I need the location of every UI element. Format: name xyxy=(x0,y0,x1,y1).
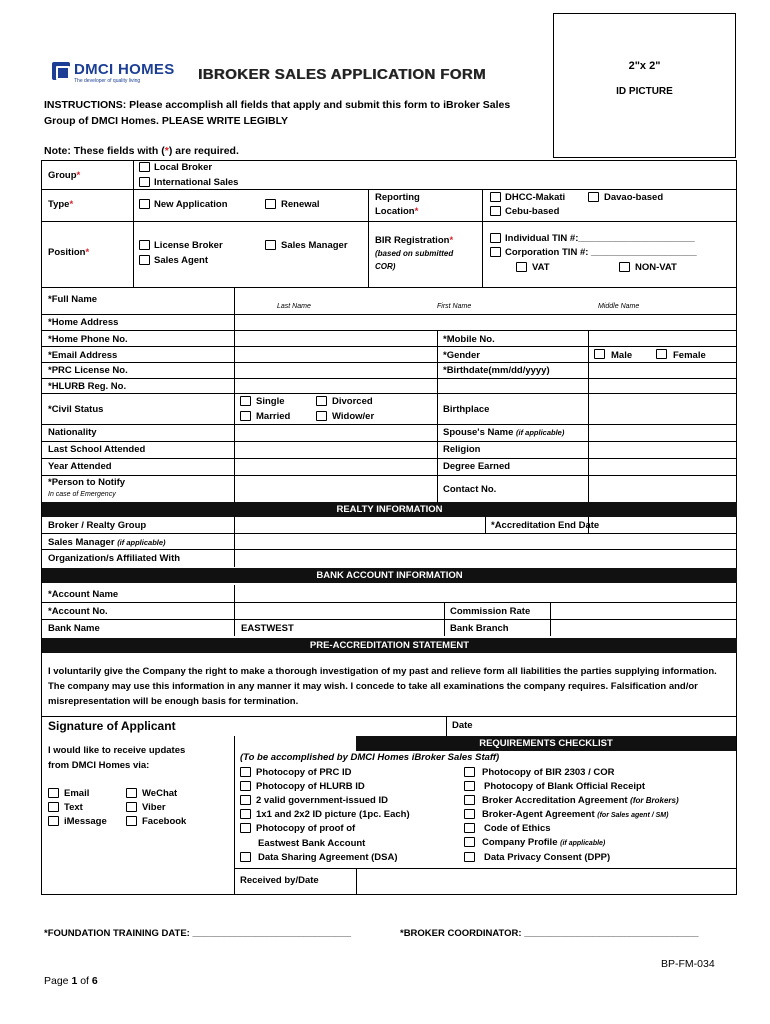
facebook-label: Facebook xyxy=(142,816,187,827)
cebu-based-label: Cebu-based xyxy=(505,206,560,217)
req-prc-id-label: Photocopy of PRC ID xyxy=(256,767,352,778)
text-checkbox[interactable] xyxy=(48,802,59,812)
req-agent-agreement-checkbox[interactable] xyxy=(464,809,475,819)
wechat-label: WeChat xyxy=(142,788,178,799)
married-label: Married xyxy=(256,411,291,422)
civil-status-label: *Civil Status xyxy=(48,404,104,415)
requirements-band: REQUIREMENTS CHECKLIST xyxy=(356,736,736,751)
religion-label: Religion xyxy=(443,444,481,455)
single-label: Single xyxy=(256,396,285,407)
logo-text: DMCI HOMES xyxy=(74,61,175,78)
vat-checkbox[interactable] xyxy=(516,262,527,272)
page-indicator: Page 1 of 6 xyxy=(44,975,98,987)
wechat-checkbox[interactable] xyxy=(126,788,137,798)
req-receipt-checkbox[interactable] xyxy=(464,781,475,791)
signature-label: Signature of Applicant xyxy=(48,719,176,733)
note-prefix: Note: These fields with ( xyxy=(44,145,165,157)
updates-label-2: from DMCI Homes via: xyxy=(48,760,150,771)
req-gov-id-label: 2 valid government-issued ID xyxy=(256,795,388,806)
statement-text: I voluntarily give the Company the right to make a thorough investigation of my past and relieve form all liabilities the parties supplying information. The company may use this information in any manner it may wish. I concede to take all examinations the company requires. Falsification and/or misrepresentation will be enough basis for termination. xyxy=(48,666,717,707)
last-school-label: Last School Attended xyxy=(48,444,146,455)
new-application-label: New Application xyxy=(154,199,228,210)
female-label: Female xyxy=(673,350,706,361)
group-label: Group* xyxy=(48,170,81,181)
international-sales-label: International Sales xyxy=(154,177,239,188)
note-star: * xyxy=(164,145,169,157)
note-suffix: ) are required. xyxy=(168,145,239,157)
commission-rate-label: Commission Rate xyxy=(450,606,531,617)
local-broker-checkbox[interactable] xyxy=(139,162,150,172)
updates-label-1: I would like to receive updates xyxy=(48,745,186,756)
grid-line xyxy=(41,160,737,161)
email-checkbox[interactable] xyxy=(48,788,59,798)
notify-label: *Person to Notify xyxy=(48,477,126,488)
non-vat-checkbox[interactable] xyxy=(619,262,630,272)
last-name-label: Last Name xyxy=(277,303,311,310)
bir-sub2: COR) xyxy=(375,262,396,271)
email-label: *Email Address xyxy=(48,350,118,361)
widow-label: Widow/er xyxy=(332,411,375,422)
dhcc-makati-label: DHCC-Makati xyxy=(505,192,566,203)
required-note xyxy=(44,145,239,157)
home-address-label: *Home Address xyxy=(48,317,119,328)
account-name-label: *Account Name xyxy=(48,589,119,600)
sales-manager-field-label: Sales Manager (if applicable) xyxy=(48,537,166,548)
male-checkbox[interactable] xyxy=(594,349,605,359)
facebook-checkbox[interactable] xyxy=(126,816,137,826)
bank-band: BANK ACCOUNT INFORMATION xyxy=(42,568,737,583)
hlurb-label: *HLURB Reg. No. xyxy=(48,381,127,392)
date-label: Date xyxy=(452,720,473,731)
imessage-label: iMessage xyxy=(64,816,107,827)
vat-label: VAT xyxy=(532,262,550,273)
req-broker-agreement-checkbox[interactable] xyxy=(464,795,475,805)
req-prc-id-checkbox[interactable] xyxy=(240,767,251,777)
type-label: Type* xyxy=(48,199,74,210)
davao-based-label: Davao-based xyxy=(604,192,664,203)
license-broker-label: License Broker xyxy=(154,240,223,251)
req-dpp-checkbox[interactable] xyxy=(464,852,475,862)
req-receipt-label: Photocopy of Blank Official Receipt xyxy=(484,781,645,792)
married-checkbox[interactable] xyxy=(240,411,251,421)
renewal-checkbox[interactable] xyxy=(265,199,276,209)
company-logo xyxy=(50,60,180,90)
realty-band: REALTY INFORMATION xyxy=(42,502,737,517)
req-ethics-checkbox[interactable] xyxy=(464,823,475,833)
middle-name-label: Middle Name xyxy=(598,303,640,310)
bir-label: BIR Registration* xyxy=(375,235,454,246)
statement-band: PRE-ACCREDITATION STATEMENT xyxy=(42,638,737,653)
req-hlurb-id-checkbox[interactable] xyxy=(240,781,251,791)
nationality-label: Nationality xyxy=(48,427,97,438)
req-gov-id-checkbox[interactable] xyxy=(240,795,251,805)
requirements-subtitle: (To be accomplished by DMCI Homes iBroker Sales Staff) xyxy=(240,752,500,763)
req-profile-checkbox[interactable] xyxy=(464,837,475,847)
corporation-tin-checkbox[interactable] xyxy=(490,247,501,257)
year-attended-label: Year Attended xyxy=(48,461,112,472)
individual-tin-checkbox[interactable] xyxy=(490,233,501,243)
foundation-training-field[interactable]: *FOUNDATION TRAINING DATE: ______________________________ xyxy=(44,928,351,939)
account-no-label: *Account No. xyxy=(48,606,108,617)
sales-manager-checkbox[interactable] xyxy=(265,240,276,250)
dhcc-makati-checkbox[interactable] xyxy=(490,192,501,202)
req-bir-checkbox[interactable] xyxy=(464,767,475,777)
degree-label: Degree Earned xyxy=(443,461,511,472)
female-checkbox[interactable] xyxy=(656,349,667,359)
local-broker-label: Local Broker xyxy=(154,162,213,173)
id-picture-box[interactable] xyxy=(553,13,736,158)
sales-agent-label: Sales Agent xyxy=(154,255,209,266)
mobile-label: *Mobile No. xyxy=(443,334,495,345)
grid-line xyxy=(41,894,737,895)
first-name-label: First Name xyxy=(437,303,472,310)
grid-line xyxy=(736,160,737,895)
spouse-label: Spouse's Name (if applicable) xyxy=(443,427,565,438)
birthplace-label: Birthplace xyxy=(443,404,490,415)
corporation-tin-field[interactable]: Corporation TIN #: ____________________ xyxy=(505,247,697,258)
imessage-checkbox[interactable] xyxy=(48,816,59,826)
sales-manager-label: Sales Manager xyxy=(281,240,348,251)
reporting-label: Reporting xyxy=(375,192,420,203)
home-phone-label: *Home Phone No. xyxy=(48,334,128,345)
form-title: IBROKER SALES APPLICATION FORM xyxy=(198,66,486,83)
req-dpp-label: Data Privacy Consent (DPP) xyxy=(484,852,611,863)
req-agent-agreement-label: Broker-Agent Agreement (for Sales agent / SM) xyxy=(482,809,669,820)
sales-agent-checkbox[interactable] xyxy=(139,255,150,265)
new-application-checkbox[interactable] xyxy=(139,199,150,209)
male-label: Male xyxy=(611,350,633,361)
instructions: INSTRUCTIONS: Please accomplish all fields that apply and submit this form to iBroker Sales Group of DMCI Homes. PLEASE WRITE LEGIBLY xyxy=(44,99,511,127)
single-checkbox[interactable] xyxy=(240,396,251,406)
organizations-label: Organization/s Affiliated With xyxy=(48,553,181,564)
bank-name-value: EASTWEST xyxy=(241,623,294,634)
req-ethics-label: Code of Ethics xyxy=(484,823,551,834)
divorced-label: Divorced xyxy=(332,396,373,407)
req-eastwest-label: Eastwest Bank Account xyxy=(258,838,366,849)
email-option-label: Email xyxy=(64,788,90,799)
received-by-label: Received by/Date xyxy=(240,875,319,886)
photo-size-label: 2"x 2" xyxy=(628,60,661,72)
req-proof-label: Photocopy of proof of xyxy=(256,823,356,834)
license-broker-checkbox[interactable] xyxy=(139,240,150,250)
viber-label: Viber xyxy=(142,802,166,813)
req-id-picture-checkbox[interactable] xyxy=(240,809,251,819)
req-id-picture-label: 1x1 and 2x2 ID picture (1pc. Each) xyxy=(256,809,410,820)
logo-tagline: The developer of quality living xyxy=(74,78,141,84)
req-broker-agreement-label: Broker Accreditation Agreement (for Brokers) xyxy=(482,795,679,806)
davao-based-checkbox[interactable] xyxy=(588,192,599,202)
req-dsa-checkbox[interactable] xyxy=(240,852,251,862)
bank-name-label: Bank Name xyxy=(48,623,100,634)
position-label: Position* xyxy=(48,247,90,258)
prc-license-label: *PRC License No. xyxy=(48,365,128,376)
full-name-label: *Full Name xyxy=(48,294,98,305)
req-dsa-label: Data Sharing Agreement (DSA) xyxy=(258,852,398,863)
birthdate-label: *Birthdate(mm/dd/yyyy) xyxy=(443,365,550,376)
renewal-label: Renewal xyxy=(281,199,320,210)
emergency-label: In case of Emergency xyxy=(48,491,116,498)
text-option-label: Text xyxy=(64,802,83,813)
divorced-checkbox[interactable] xyxy=(316,396,327,406)
req-profile-label: Company Profile (if applicable) xyxy=(482,837,606,848)
req-bir-label: Photocopy of BIR 2303 / COR xyxy=(482,767,615,778)
location-label: Location* xyxy=(375,206,419,217)
req-hlurb-id-label: Photocopy of HLURB ID xyxy=(256,781,365,792)
bir-sub1: (based on submitted xyxy=(375,249,454,258)
broker-coordinator-field[interactable]: *BROKER COORDINATOR: _________________________________ xyxy=(400,928,699,939)
photo-label: ID PICTURE xyxy=(616,86,673,97)
bank-branch-label: Bank Branch xyxy=(450,623,509,634)
form-code: BP-FM-034 xyxy=(661,958,715,970)
cebu-based-checkbox[interactable] xyxy=(490,206,501,216)
gender-label: *Gender xyxy=(443,350,480,361)
contact-label: Contact No. xyxy=(443,484,497,495)
logo-mark-icon xyxy=(52,62,70,80)
grid-line xyxy=(41,160,42,895)
req-proof-checkbox[interactable] xyxy=(240,823,251,833)
widow-checkbox[interactable] xyxy=(316,411,327,421)
individual-tin-field[interactable]: Individual TIN #:______________________ xyxy=(505,233,695,244)
accreditation-end-label: *Accreditation End Date xyxy=(491,520,600,531)
broker-group-label: Broker / Realty Group xyxy=(48,520,147,531)
international-sales-checkbox[interactable] xyxy=(139,177,150,187)
viber-checkbox[interactable] xyxy=(126,802,137,812)
non-vat-label: NON-VAT xyxy=(635,262,677,273)
